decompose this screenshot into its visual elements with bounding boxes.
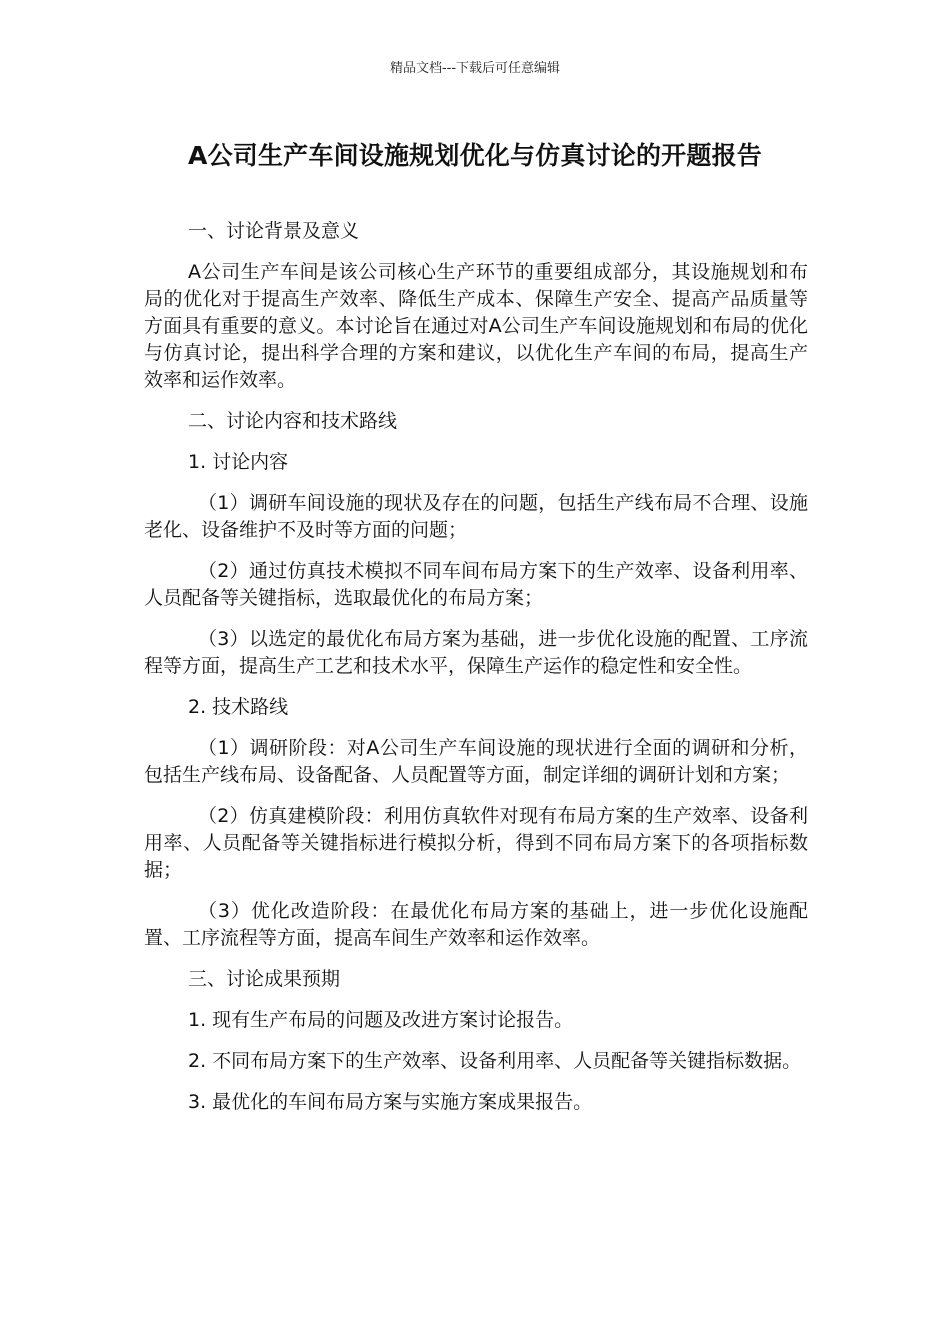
route-item-2: （2）仿真建模阶段：利用仿真软件对现有布局方案的生产效率、设备利用率、人员配备等关键指标进行模拟分析，得到不同布局方案下的各项指标数据；: [144, 805, 808, 881]
section-3-heading: 三、讨论成果预期: [188, 968, 341, 990]
section-2-2-heading: 2. 技术路线: [188, 696, 289, 718]
route-item-3: （3）优化改造阶段：在最优化布局方案的基础上，进一步优化设施配置、工序流程等方面，提高车间生产效率和运作效率。: [144, 900, 808, 949]
outcome-item-3: 3. 最优化的车间布局方案与实施方案成果报告。: [188, 1091, 593, 1113]
section-2-1-heading: 1. 讨论内容: [188, 451, 289, 473]
route-item-1: （1）调研阶段：对A公司生产车间设施的现状进行全面的调研和分析，包括生产线布局、设备配备、人员配置等方面，制定详细的调研计划和方案；: [144, 737, 808, 786]
section-1-paragraph: A公司生产车间是该公司核心生产环节的重要组成部分，其设施规划和布局的优化对于提高生产效率、降低生产成本、保障生产安全、提高产品质量等方面具有重要的意义。本讨论旨在通过对A公司生产车间设施规划和布局的优化与仿真讨论，提出科学合理的方案和建议，以优化生产车间的布局，提高生产效率和运作效率。: [144, 261, 808, 391]
section-2-heading: 二、讨论内容和技术路线: [188, 410, 398, 432]
document-title: A公司生产车间设施规划优化与仿真讨论的开题报告: [188, 141, 762, 170]
outcome-item-1: 1. 现有生产布局的问题及改进方案讨论报告。: [188, 1009, 574, 1031]
research-item-1: （1）调研车间设施的现状及存在的问题，包括生产线布局不合理、设施老化、设备维护不及时等方面的问题；: [144, 492, 808, 541]
document-body: [144, 218, 808, 1130]
research-item-2: （2）通过仿真技术模拟不同车间布局方案下的生产效率、设备利用率、人员配备等关键指标，选取最优化的布局方案；: [144, 560, 808, 609]
header-note: 精品文档---下载后可任意编辑: [389, 61, 561, 76]
research-item-3: （3）以选定的最优化布局方案为基础，进一步优化设施的配置、工序流程等方面，提高生产工艺和技术水平，保障生产运作的稳定性和安全性。: [144, 628, 808, 677]
outcome-item-2: 2. 不同布局方案下的生产效率、设备利用率、人员配备等关键指标数据。: [188, 1050, 802, 1072]
section-1-heading: 一、讨论背景及意义: [188, 220, 360, 242]
